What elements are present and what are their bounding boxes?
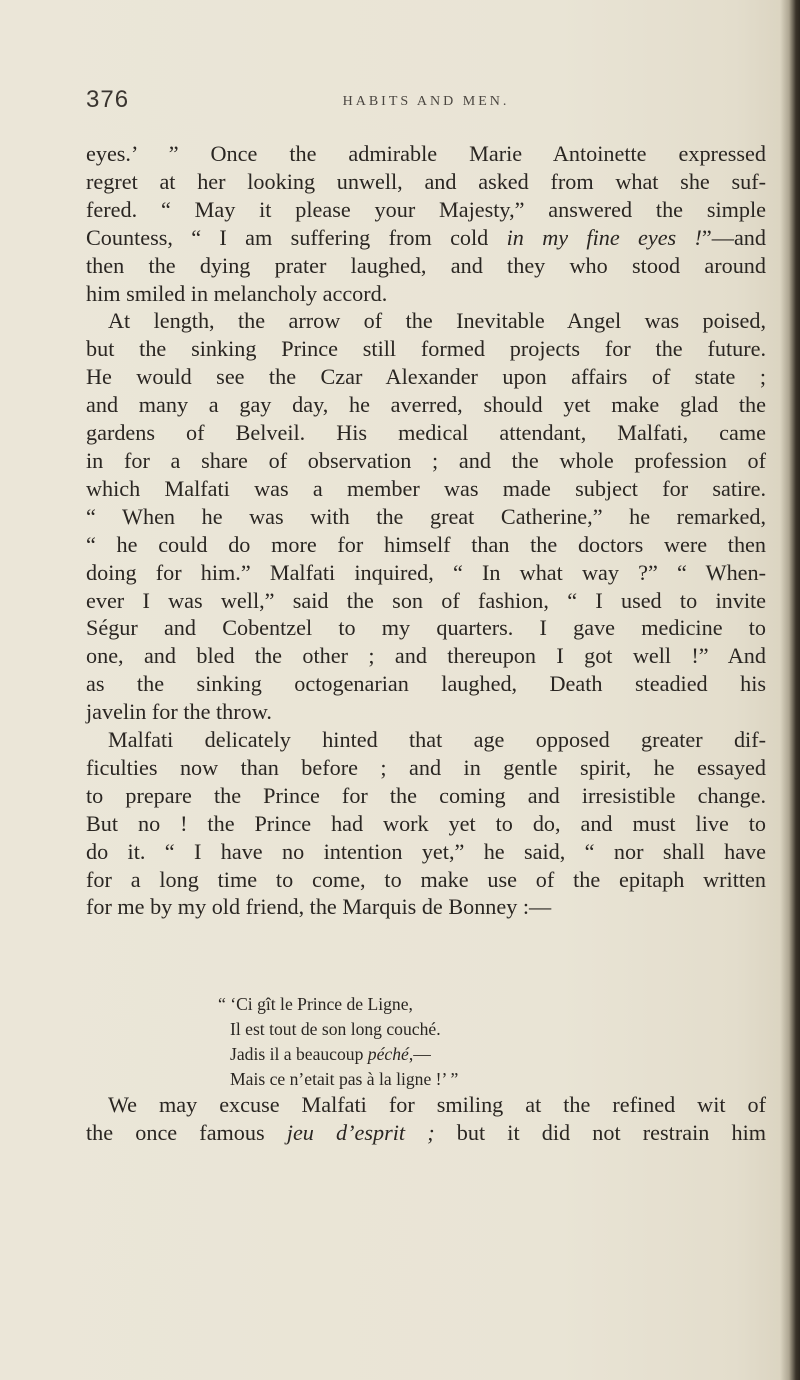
text-fragment: the once famous (86, 1119, 287, 1145)
text-line: regret at her looking unwell, and asked from what she suf- (86, 168, 766, 194)
italic-phrase: in my fine eyes ! (506, 224, 702, 250)
text-line: for me by my old friend, the Marquis de Bonney :— (86, 894, 552, 920)
text-fragment: Countess, “ I am suffering from cold (86, 224, 507, 250)
text-line: We may excuse Malfati for smiling at the refined wit of (108, 1092, 766, 1117)
text-line: doing for him.” Malfati inquired, “ In what way ?” “ When- (86, 559, 766, 585)
text-line (86, 1119, 766, 1147)
text-line: to prepare the Prince for the coming and irresistible change. (86, 782, 766, 808)
text-fragment: ”—and (701, 224, 766, 250)
running-head: HABITS AND MEN. (342, 94, 510, 109)
body-text (86, 140, 766, 921)
verse-epitaph (218, 992, 698, 1092)
page-number: 376 (86, 86, 130, 113)
text-line: one, and bled the other ; and thereupon I got well !” And (86, 643, 766, 669)
text-line: which Malfati was a member was made subject for satire. (86, 475, 766, 501)
text-line: eyes.’ ” Once the admirable Marie Antoinette expressed (86, 141, 766, 166)
text-line: He would see the Czar Alexander upon affairs of state ; (86, 364, 766, 390)
text-line: but the sinking Prince still formed projects for the future. (86, 336, 766, 362)
text-line: gardens of Belveil. His medical attendant, Malfati, came (86, 420, 766, 446)
paragraph-3 (86, 726, 766, 921)
text-line: then the dying prater laughed, and they who stood around (86, 252, 766, 278)
paragraph-1 (86, 140, 766, 307)
text-line: ficulties now than before ; and in gentle spirit, he essayed (86, 754, 766, 780)
text-line: him smiled in melancholy accord. (86, 280, 388, 306)
text-line: as the sinking octogenarian laughed, Death steadied his (86, 671, 766, 697)
verse-line: Il est tout de son long couché. (230, 1019, 441, 1039)
paragraph-2 (86, 307, 766, 726)
text-line: do it. “ I have no intention yet,” he said, “ nor shall have (86, 838, 766, 864)
verse-line: “ ‘Ci gît le Prince de Ligne, (218, 994, 413, 1014)
paragraph-4 (86, 1091, 766, 1147)
italic-phrase: jeu d’esprit ; (286, 1119, 435, 1145)
text-fragment: Jadis il a beaucoup (230, 1044, 368, 1064)
text-line: for a long time to come, to make use of the epitaph written (86, 866, 766, 892)
text-line: in for a share of observation ; and the whole profession of (86, 447, 766, 473)
text-line: fered. “ May it please your Majesty,” answered the simple (86, 196, 766, 222)
text-line: javelin for the throw. (86, 699, 272, 725)
text-line: “ When he was with the great Catherine,” he remarked, (86, 503, 766, 529)
text-line: At length, the arrow of the Inevitable Angel was poised, (108, 308, 766, 334)
text-fragment: but it did not restrain him (434, 1119, 766, 1145)
text-line: But no ! the Prince had work yet to do, and must live to (86, 810, 766, 836)
text-line: Malfati delicately hinted that age opposed greater dif- (108, 727, 766, 753)
verse-line (218, 1042, 698, 1067)
text-line: “ he could do more for himself than the doctors were then (86, 531, 766, 557)
page-header (86, 86, 766, 116)
page-edge-shadow (780, 0, 800, 1380)
italic-word: péché (367, 1044, 409, 1064)
verse-line: Mais ce n’etait pas à la ligne !’ ” (230, 1069, 459, 1089)
text-line: and many a gay day, he averred, should yet make glad the (86, 392, 766, 418)
text-line (86, 224, 766, 252)
text-fragment: ,— (408, 1044, 431, 1064)
text-line: ever I was well,” said the son of fashion, “ I used to invite (86, 587, 766, 613)
text-line: Ségur and Cobentzel to my quarters. I gave medicine to (86, 615, 766, 641)
